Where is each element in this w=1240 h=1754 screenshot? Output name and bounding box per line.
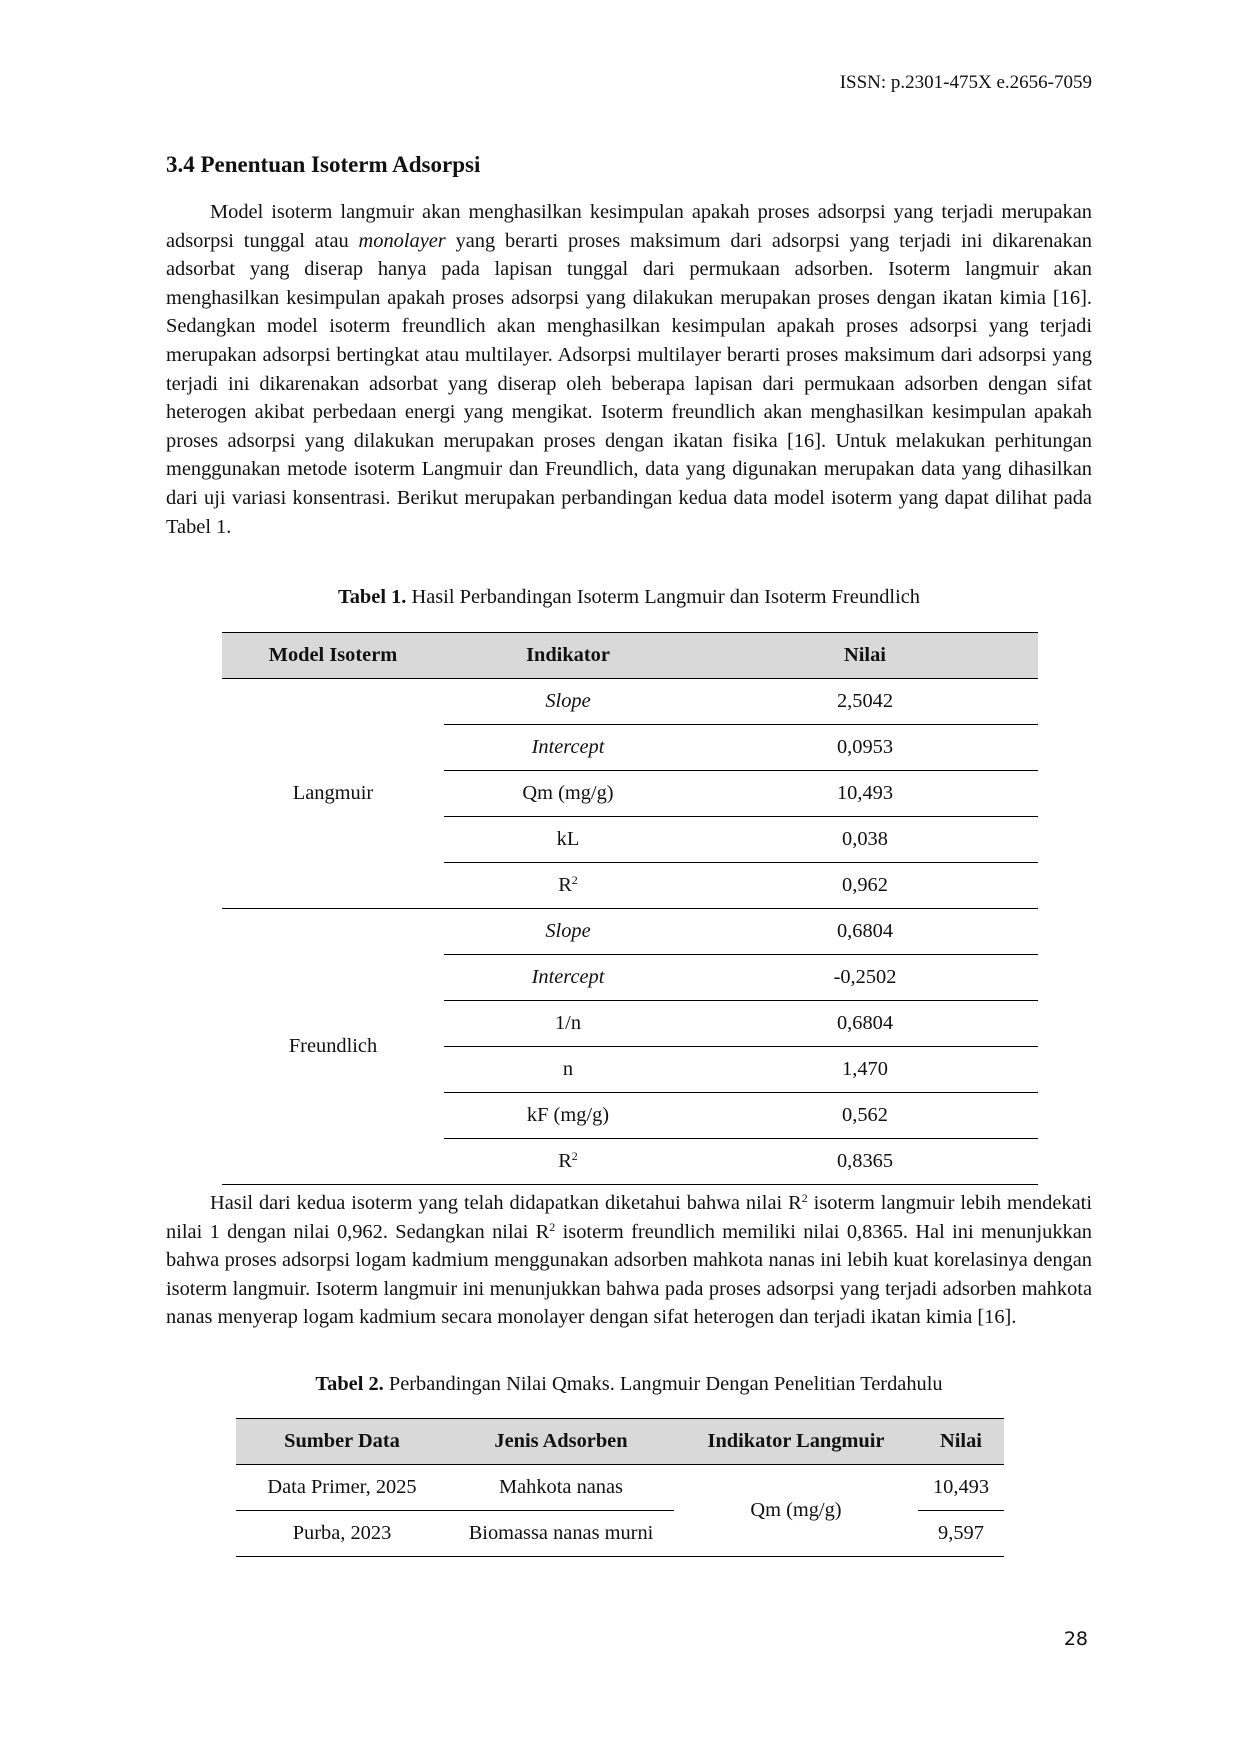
table1-header-model: Model Isoterm [222, 633, 444, 679]
table1-header-row [222, 633, 1038, 679]
nilai-cell: 1,470 [692, 1047, 1038, 1093]
superscript-2: 2 [571, 1149, 578, 1163]
paragraph1-italic-term: monolayer [358, 229, 446, 252]
superscript-2: 2 [571, 873, 578, 887]
table2-caption-label: Tabel 2. [315, 1373, 384, 1395]
paragraph-isotherm-models [166, 198, 1092, 541]
indikator-cell: Intercept [444, 955, 692, 1001]
page-number: 28 [1063, 1628, 1088, 1650]
indikator-cell: Slope [444, 679, 692, 725]
model-freundlich: Freundlich [222, 909, 444, 1185]
nilai-cell: 0,8365 [692, 1139, 1038, 1185]
paragraph1-part-b: yang berarti proses maksimum dari adsorpsi yang terjadi ini dikarenakan adsorbat yang diserap hanya pada lapisan tunggal dari permukaan adsorben. Isoterm langmuir akan menghasilkan kesimpulan apakah proses adsorpsi yang dilakukan merupakan proses dengan ikatan kimia [16]. Sedangkan model isoterm freundlich akan menghasilkan kesimpulan apakah proses adsorpsi yang terjadi merupakan adsorpsi bertingkat atau multilayer. Adsorpsi multilayer berarti proses maksimum dari adsorpsi yang terjadi ini dikarenakan adsorbat yang diserap oleh beberapa lapisan dari permukaan adsorben dengan sifat heterogen akibat perbedaan energi yang mengikat. Isoterm freundlich akan menghasilkan kesimpulan apakah proses adsorpsi yang dilakukan merupakan proses dengan ikatan fisika [16]. Untuk melakukan perhitungan menggunakan metode isoterm Langmuir dan Freundlich, data yang digunakan merupakan data yang dihasilkan dari uji variasi konsentrasi. Berikut merupakan perbandingan kedua data model isoterm yang dapat dilihat pada Tabel 1. [166, 229, 1092, 538]
nilai-cell: 10,493 [918, 1465, 1004, 1511]
table1-caption [166, 586, 1092, 609]
nilai-cell: 0,038 [692, 817, 1038, 863]
nilai-cell: 10,493 [692, 771, 1038, 817]
table2-header-indikator: Indikator Langmuir [674, 1419, 918, 1465]
paragraph2-part-a: Hasil dari kedua isoterm yang telah didapatkan diketahui bahwa nilai R [210, 1192, 802, 1214]
superscript-2: 2 [549, 1219, 556, 1234]
table2-header-nilai: Nilai [918, 1419, 1004, 1465]
table2-caption-text: Perbandingan Nilai Qmaks. Langmuir Dengan Penelitian Terdahulu [383, 1373, 943, 1395]
nilai-cell: 9,597 [918, 1511, 1004, 1557]
issn-header: ISSN: p.2301-475X e.2656-7059 [839, 72, 1092, 93]
table-qmax-comparison [236, 1418, 1004, 1557]
paragraph-isotherm-result [166, 1189, 1092, 1332]
indikator-cell [444, 1139, 692, 1185]
nilai-cell: 2,5042 [692, 679, 1038, 725]
table1-header-indikator: Indikator [444, 633, 692, 679]
table2-header-jenis: Jenis Adsorben [448, 1419, 674, 1465]
indikator-cell [444, 863, 692, 909]
indikator-cell: kF (mg/g) [444, 1093, 692, 1139]
indikator-cell: Intercept [444, 725, 692, 771]
paragraph2-part-c: isoterm freundlich memiliki nilai 0,8365. Hal ini menunjukkan bahwa proses adsorpsi logam kadmium menggunakan adsorben mahkota nanas ini lebih kuat korelasinya dengan isoterm langmuir. Isoterm langmuir ini menunjukkan bahwa pada proses adsorpsi yang terjadi adsorben mahkota nanas menyerap logam kadmium secara monolayer dengan sifat heterogen dan terjadi ikatan kimia [16]. [166, 1220, 1092, 1329]
table1-header-nilai: Nilai [692, 633, 1038, 679]
sumber-cell: Data Primer, 2025 [236, 1465, 448, 1511]
nilai-cell: 0,6804 [692, 909, 1038, 955]
indikator-cell: 1/n [444, 1001, 692, 1047]
indikator-r-label: R [558, 874, 572, 896]
model-langmuir: Langmuir [222, 679, 444, 909]
indikator-cell: n [444, 1047, 692, 1093]
table2-header-sumber: Sumber Data [236, 1419, 448, 1465]
table2-header-row [236, 1419, 1004, 1465]
table-row [222, 679, 1038, 725]
table1-caption-label: Tabel 1. [338, 586, 407, 608]
paragraph2-part-b: isoterm langmuir lebih mendekati nilai 1 dengan nilai 0,962. Sedangkan nilai R [166, 1192, 1092, 1243]
nilai-cell: 0,562 [692, 1093, 1038, 1139]
sumber-cell: Purba, 2023 [236, 1511, 448, 1557]
nilai-cell: 0,6804 [692, 1001, 1038, 1047]
table1-caption-text: Hasil Perbandingan Isoterm Langmuir dan Isoterm Freundlich [406, 586, 920, 608]
indikator-cell: kL [444, 817, 692, 863]
table2-caption [166, 1373, 1092, 1396]
section-title: 3.4 Penentuan Isoterm Adsorpsi [166, 152, 481, 177]
table-row [222, 909, 1038, 955]
indikator-cell: Qm (mg/g) [444, 771, 692, 817]
indikator-cell: Slope [444, 909, 692, 955]
indikator-r-label: R [558, 1150, 572, 1172]
table-row [236, 1465, 1004, 1511]
superscript-2: 2 [801, 1191, 808, 1205]
nilai-cell: 0,962 [692, 863, 1038, 909]
table-isotherm-comparison [222, 632, 1038, 1185]
indikator-langmuir-cell: Qm (mg/g) [674, 1465, 918, 1557]
nilai-cell: 0,0953 [692, 725, 1038, 771]
jenis-cell: Mahkota nanas [448, 1465, 674, 1511]
nilai-cell: -0,2502 [692, 955, 1038, 1001]
jenis-cell: Biomassa nanas murni [448, 1511, 674, 1557]
paragraph1-part-a: Model isoterm langmuir akan menghasilkan kesimpulan apakah proses adsorpsi yang terjadi merupakan adsorpsi tunggal atau [166, 201, 1092, 252]
